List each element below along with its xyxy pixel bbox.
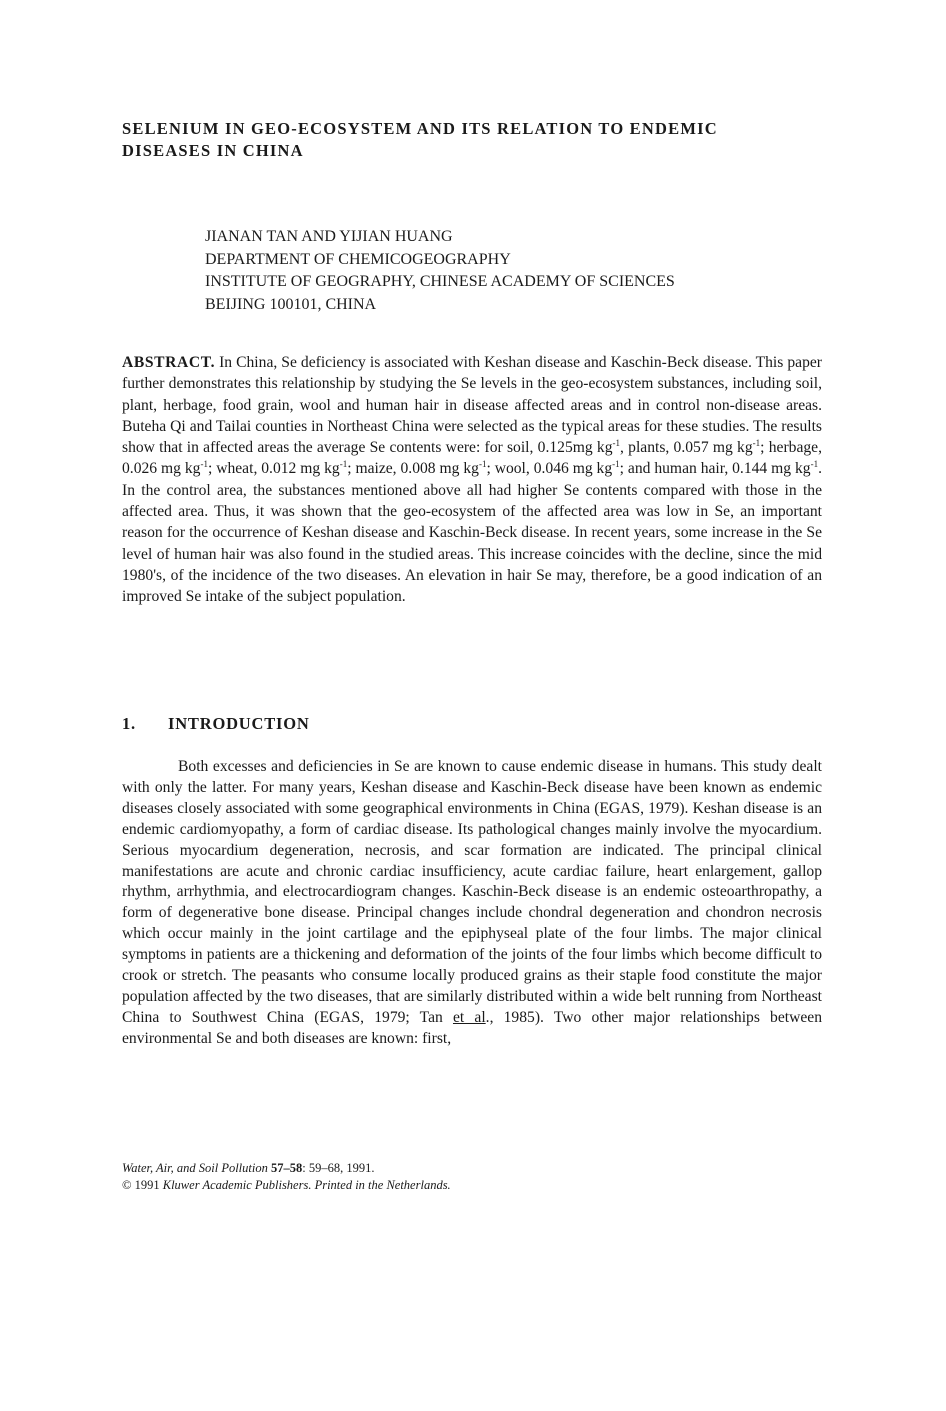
abstract-text-5: ; maize, 0.008 mg kg [347,460,479,478]
paper-title-line-1: SELENIUM IN GEO-ECOSYSTEM AND ITS RELATION TO ENDEMIC [122,119,718,138]
superscript: -1 [810,459,819,470]
author-institute: INSTITUTE OF GEOGRAPHY, CHINESE ACADEMY OF SCIENCES [205,273,675,290]
superscript: -1 [612,438,621,448]
abstract-text-3: ; herbage, 0.026 mg kg [122,439,822,478]
abstract-text-2: , plants, 0.057 mg kg [620,439,753,457]
introduction-paragraph [122,757,822,1050]
superscript: -1 [752,438,761,448]
section-heading [122,714,310,734]
et-al-underlined: et al [452,1008,486,1026]
abstract-text-7: ; and human hair, 0.144 mg kg [619,460,811,478]
copyright-line [122,1177,722,1194]
author-block [205,226,845,316]
copyright-year: © 1991 [122,1178,160,1192]
superscript: -1 [200,459,208,470]
abstract-paragraph [122,352,822,608]
journal-pages: : 59–68, 1991. [302,1161,375,1175]
section-number: 1. [122,714,136,733]
section-title: INTRODUCTION [168,714,310,733]
superscript: -1 [612,459,620,470]
author-department: DEPARTMENT OF CHEMICOGEOGRAPHY [205,250,511,268]
author-names: JIANAN TAN AND YIJIAN HUANG [205,228,453,245]
abstract-text-8: . In the control area, the substances mentioned above all had higher Se contents compared with those in the affected area. Thus, it was shown that the geo-ecosystem of the affected area was low in Se, an important reason for the occurrence of Keshan disease and Kaschin-Beck disease. In recent years, some increase in the Se level of human hair was also found in the studied areas. This increase coincides with the decline, since the mid 1980's, of the incidence of the two diseases. An elevation in hair Se may, therefore, be a good indication of an improved Se intake of the subject population. [122,460,822,606]
abstract-label: ABSTRACT. [122,354,216,371]
paper-title-line-2: DISEASES IN CHINA [122,141,304,160]
intro-text-a: Both excesses and deficiencies in Se are known to cause endemic disease in humans. This study dealt with only the latter. For many years, Keshan disease and Kaschin-Beck disease have been known as endemic diseases closely associated with some geographical environments in China (EGAS, 1979). Keshan disease is an endemic cardiomyopathy, a form of cardiac disease. Its pathological changes mainly involve the myocardium. Serious myocardium degeneration, necrosis, and scar formation are indicated. The principal clinical manifestations are acute and chronic cardiac insufficiency, acute cardiac failure, heart enlargement, gallop rhythm, arrhythmia, and electrocardiogram changes. Kaschin-Beck disease is an endemic osteoarthropathy, a form of degenerative bone disease. Principal changes include chondral degeneration and chondron necrosis which occur mainly in the joint cartilage and the epiphyseal plate of the four limbs. The major clinical symptoms in patients are a thickening and deformation of the joints of the four limbs which become difficult to crook or stretch. The peasants who consume locally produced grains as their staple food constitute the major population affected by the two diseases, that are similarly distributed within a wide belt running from Northeast China to Southwest China (EGAS, 1979; Tan [122,758,822,1026]
paper-title [122,118,832,162]
abstract-text-1: In China, Se deficiency is associated with Keshan disease and Kaschin-Beck disease. This paper further demonstrates this relationship by studying the Se levels in the geo-ecosystem substances, including soil, plant, herbage, food grain, wool and human hair in disease affected areas and in control non-disease areas. Buteha Qi and Tailai counties in Northeast China were selected as the typical areas for these studies. The results show that in affected areas the average Se contents were: for soil, 0.125mg kg [122,354,822,457]
intro-text-b: ., 1985). Two other major relationships between environmental Se and both diseases are known: first, [122,1008,823,1047]
abstract-text-4: ; wheat, 0.012 mg kg [207,460,340,478]
author-city: BEIJING 100101, CHINA [205,295,377,313]
journal-volume: 57–58 [270,1161,303,1175]
abstract-text-6: ; wool, 0.046 mg kg [486,460,613,478]
footer-citation [122,1160,722,1194]
journal-name: Water, Air, and Soil Pollution [122,1161,268,1175]
publisher-note: Kluwer Academic Publishers. Printed in the Netherlands. [162,1178,451,1192]
superscript: -1 [339,459,348,470]
citation-line [122,1160,722,1177]
superscript: -1 [478,459,487,470]
